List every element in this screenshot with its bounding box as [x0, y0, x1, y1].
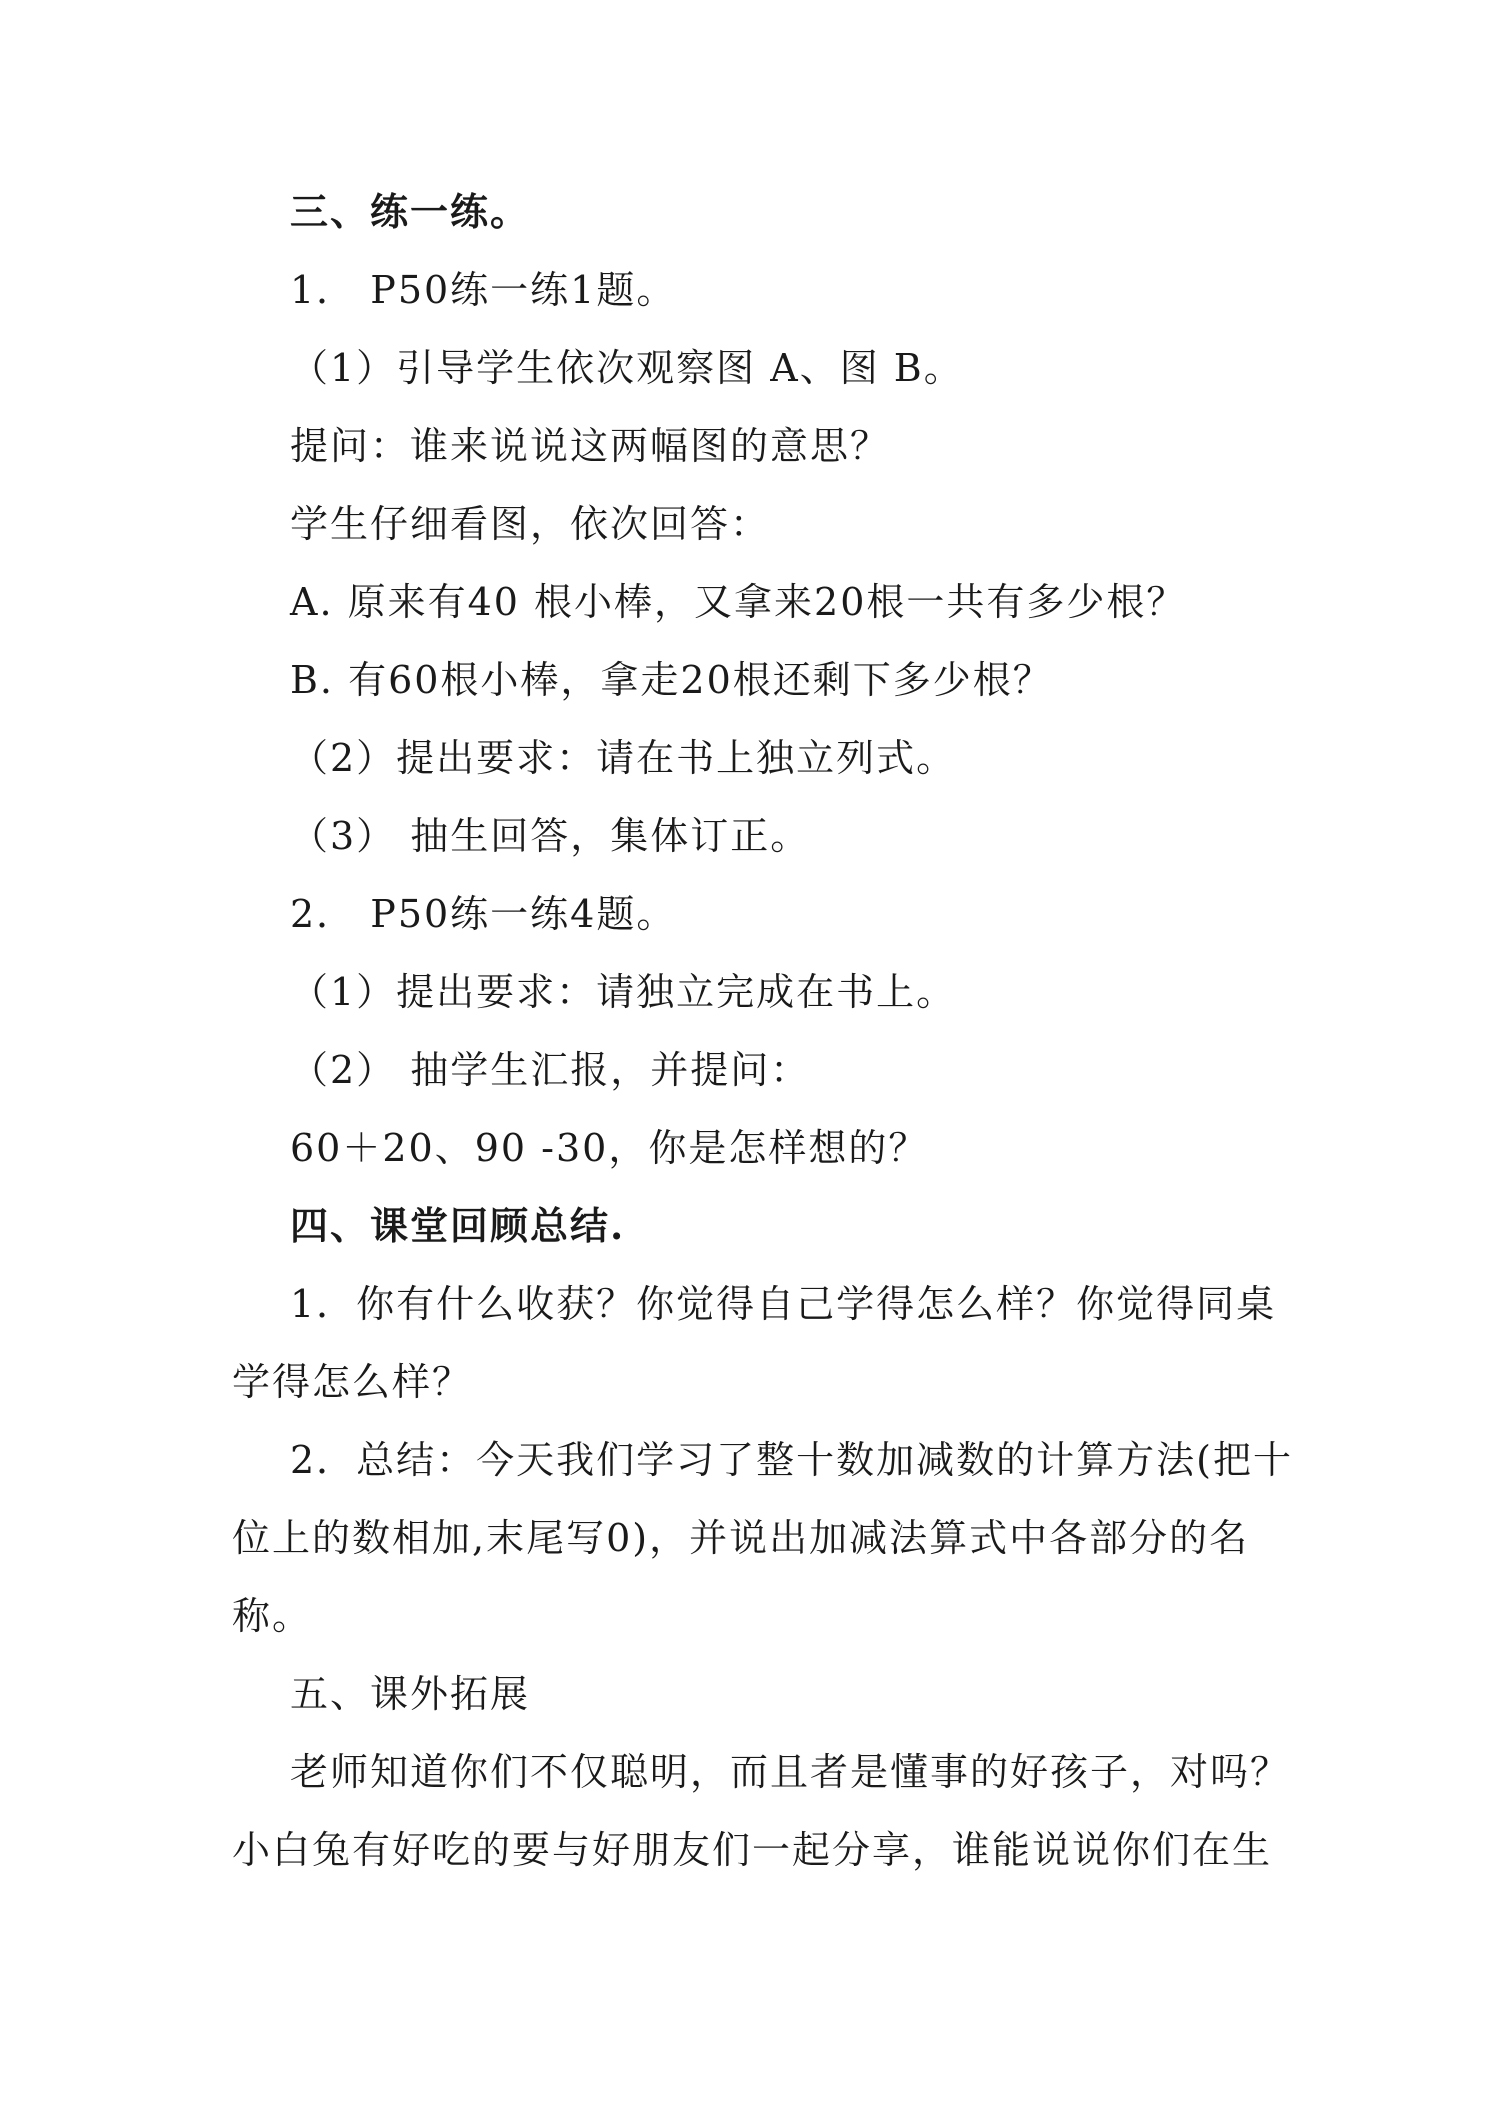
- answer-a: A. 原来有40 根小棒，又拿来20根一共有多少根？: [290, 580, 1187, 624]
- summary-item-1-cont: 学得怎么样？: [232, 1360, 473, 1404]
- summary-item-2: 2．总结：今天我们学习了整十数加减数的计算方法(把十: [290, 1438, 1294, 1482]
- summary-item-2-end: 称。: [232, 1594, 313, 1638]
- equation-question: 60＋20、90 -30，你是怎样想的？: [290, 1126, 929, 1170]
- section-heading-summary: 四、课堂回顾总结.: [290, 1203, 626, 1248]
- practice-item-1: 1． P50练一练1题。: [290, 268, 677, 312]
- practice-item-2: 2． P50练一练4题。: [290, 892, 677, 936]
- section-heading-extension: 五、课外拓展: [290, 1672, 531, 1716]
- summary-item-1: 1．你有什么收获？你觉得自己学得怎么样？你觉得同桌: [290, 1282, 1277, 1326]
- practice-item-1-step-3: （3） 抽生回答，集体订正。: [290, 814, 811, 858]
- extension-paragraph-line-1: 老师知道你们不仅聪明，而且者是懂事的好孩子，对吗？: [290, 1750, 1291, 1794]
- practice-item-2-step-2: （2） 抽学生汇报，并提问：: [290, 1048, 811, 1092]
- extension-paragraph-line-2: 小白兔有好吃的要与好朋友们一起分享，谁能说说你们在生: [232, 1828, 1273, 1872]
- section-heading-practice: 三、练一练。: [290, 189, 531, 234]
- practice-item-1-step-1: （1）引导学生依次观察图 A、图 B。: [290, 346, 964, 390]
- question-text: 提问：谁来说说这两幅图的意思？: [290, 424, 891, 468]
- summary-item-2-cont: 位上的数相加,末尾写0)，并说出加减法算式中各部分的名: [232, 1516, 1250, 1560]
- student-answer-intro: 学生仔细看图，依次回答：: [290, 502, 771, 546]
- practice-item-1-step-2: （2）提出要求：请在书上独立列式。: [290, 736, 957, 780]
- answer-b: B. 有60根小棒，拿走20根还剩下多少根？: [290, 658, 1053, 702]
- practice-item-2-step-1: （1）提出要求：请独立完成在书上。: [290, 970, 957, 1014]
